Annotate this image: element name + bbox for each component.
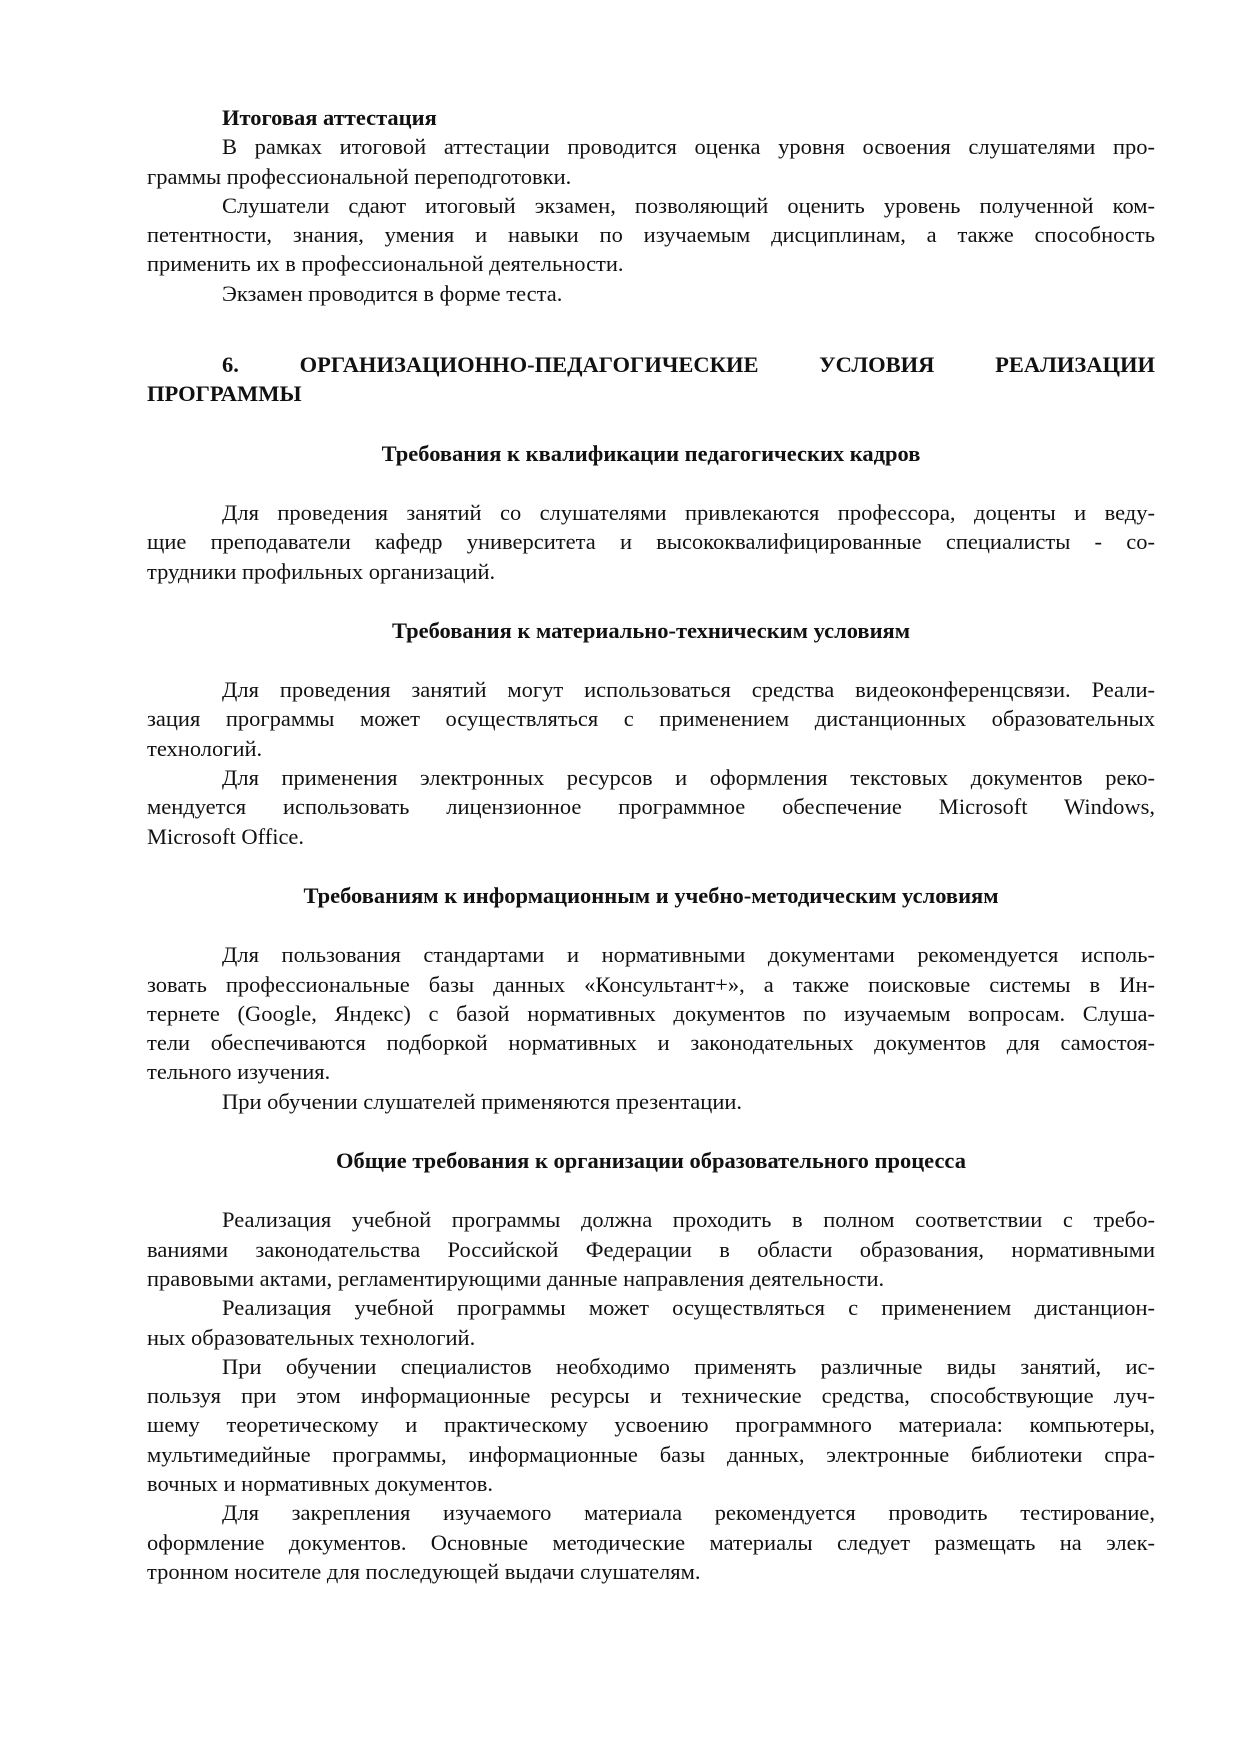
text-line: мультимедийные программы, информационные базы данных, электронные библиотеки спра-: [147, 1441, 1155, 1467]
text-line: пользуя при этом информационные ресурсы и технические средства, способствующие луч-: [147, 1383, 1155, 1409]
text-line: Требования к материально-техническим условиям: [391, 617, 911, 643]
text-line: граммы профессиональной переподготовки.: [147, 163, 572, 189]
text-line: Реализация учебной программы должна проходить в полном соответствии с требо-: [222, 1207, 1155, 1233]
text-line: тельного изучения.: [147, 1059, 331, 1085]
text-line: Для закрепления изучаемого материала рекомендуется проводить тестирование,: [222, 1500, 1155, 1526]
text-line: Итоговая аттестация: [222, 105, 437, 130]
paragraph: [147, 1293, 1155, 1352]
text-line: 6. ОРГАНИЗАЦИОННО-ПЕДАГОГИЧЕСКИЕ УСЛОВИЯ РЕАЛИЗАЦИИ: [222, 352, 1155, 378]
text-line: зация программы может осуществляться с применением дистанционных образовательных: [147, 706, 1155, 732]
text-line: ПРОГРАММЫ: [147, 381, 302, 407]
paragraph: [147, 1352, 1155, 1498]
centered-heading: [147, 439, 1155, 468]
text-line: Экзамен проводится в форме теста.: [222, 280, 563, 306]
text-line: Для применения электронных ресурсов и оформления текстовых документов реко-: [222, 765, 1155, 791]
paragraph: [147, 1087, 1155, 1116]
text-line: Слушатели сдают итоговый экзамен, позволяющий оценить уровень полученной ком-: [222, 192, 1155, 218]
text-line: петентности, знания, умения и навыки по изучаемым дисциплинам, а также способность: [147, 222, 1155, 248]
text-line: трудники профильных организаций.: [147, 558, 496, 584]
text-line: При обучении слушателей применяются презентации.: [222, 1088, 743, 1114]
text-line: зовать профессиональные базы данных «Консультант+», а также поисковые системы в Ин-: [147, 971, 1155, 997]
paragraph: [147, 1205, 1155, 1293]
text-line: мендуется использовать лицензионное программное обеспечение Microsoft Windows,: [147, 794, 1155, 820]
text-line: Для проведения занятий со слушателями привлекаются профессора, доценты и веду-: [222, 499, 1155, 525]
document-content: [147, 103, 1155, 1586]
text-line: При обучении специалистов необходимо применять различные виды занятий, ис-: [222, 1353, 1155, 1379]
text-line: вочных и нормативных документов.: [147, 1470, 493, 1496]
text-line: тели обеспечиваются подборкой нормативных и законодательных документов для самостоя-: [147, 1030, 1155, 1056]
text-line: тернете (Google, Яндекс) с базой нормативных документов по изучаемым вопросам. Слуша-: [147, 1000, 1155, 1026]
text-line: Требования к квалификации педагогических кадров: [381, 440, 921, 466]
text-line: Microsoft Office.: [147, 823, 305, 849]
text-line: правовыми актами, регламентирующими данные направления деятельности.: [147, 1265, 885, 1291]
centered-heading: [147, 1146, 1155, 1175]
text-line: применить их в профессиональной деятельности.: [147, 251, 624, 277]
text-line: Требованиям к информационным и учебно-методическим условиям: [303, 882, 999, 908]
text-line: ваниями законодательства Российской Федерации в области образования, нормативными: [147, 1236, 1155, 1262]
paragraph: [147, 675, 1155, 763]
paragraph: [147, 191, 1155, 279]
paragraph: [147, 1498, 1155, 1586]
text-line: тронном носителе для последующей выдачи слушателям.: [147, 1558, 701, 1584]
text-line: Реализация учебной программы может осуществляться с применением дистанцион-: [222, 1295, 1155, 1321]
text-line: щие преподаватели кафедр университета и высококвалифицированные специалисты - со-: [147, 529, 1155, 555]
text-line: ных образовательных технологий.: [147, 1324, 476, 1350]
text-line: технологий.: [147, 735, 263, 761]
paragraph: [147, 498, 1155, 586]
centered-heading: [147, 616, 1155, 645]
paragraph: [147, 763, 1155, 851]
text-line: оформление документов. Основные методические материалы следует размещать на элек-: [147, 1529, 1155, 1555]
text-line: Для пользования стандартами и нормативными документами рекомендуется исполь-: [222, 942, 1155, 968]
paragraph: [147, 279, 1155, 308]
paragraph: [147, 132, 1155, 191]
text-line: шему теоретическому и практическому усвоению программного материала: компьютеры,: [147, 1412, 1155, 1438]
numbered-heading: [147, 350, 1155, 409]
paragraph: [147, 103, 1155, 132]
text-line: Для проведения занятий могут использоваться средства видеоконференцсвязи. Реали-: [222, 677, 1155, 703]
text-line: В рамках итоговой аттестации проводится оценка уровня освоения слушателями про-: [222, 134, 1155, 160]
centered-heading: [147, 881, 1155, 910]
text-line: Общие требования к организации образовательного процесса: [336, 1148, 966, 1174]
paragraph: [147, 940, 1155, 1086]
